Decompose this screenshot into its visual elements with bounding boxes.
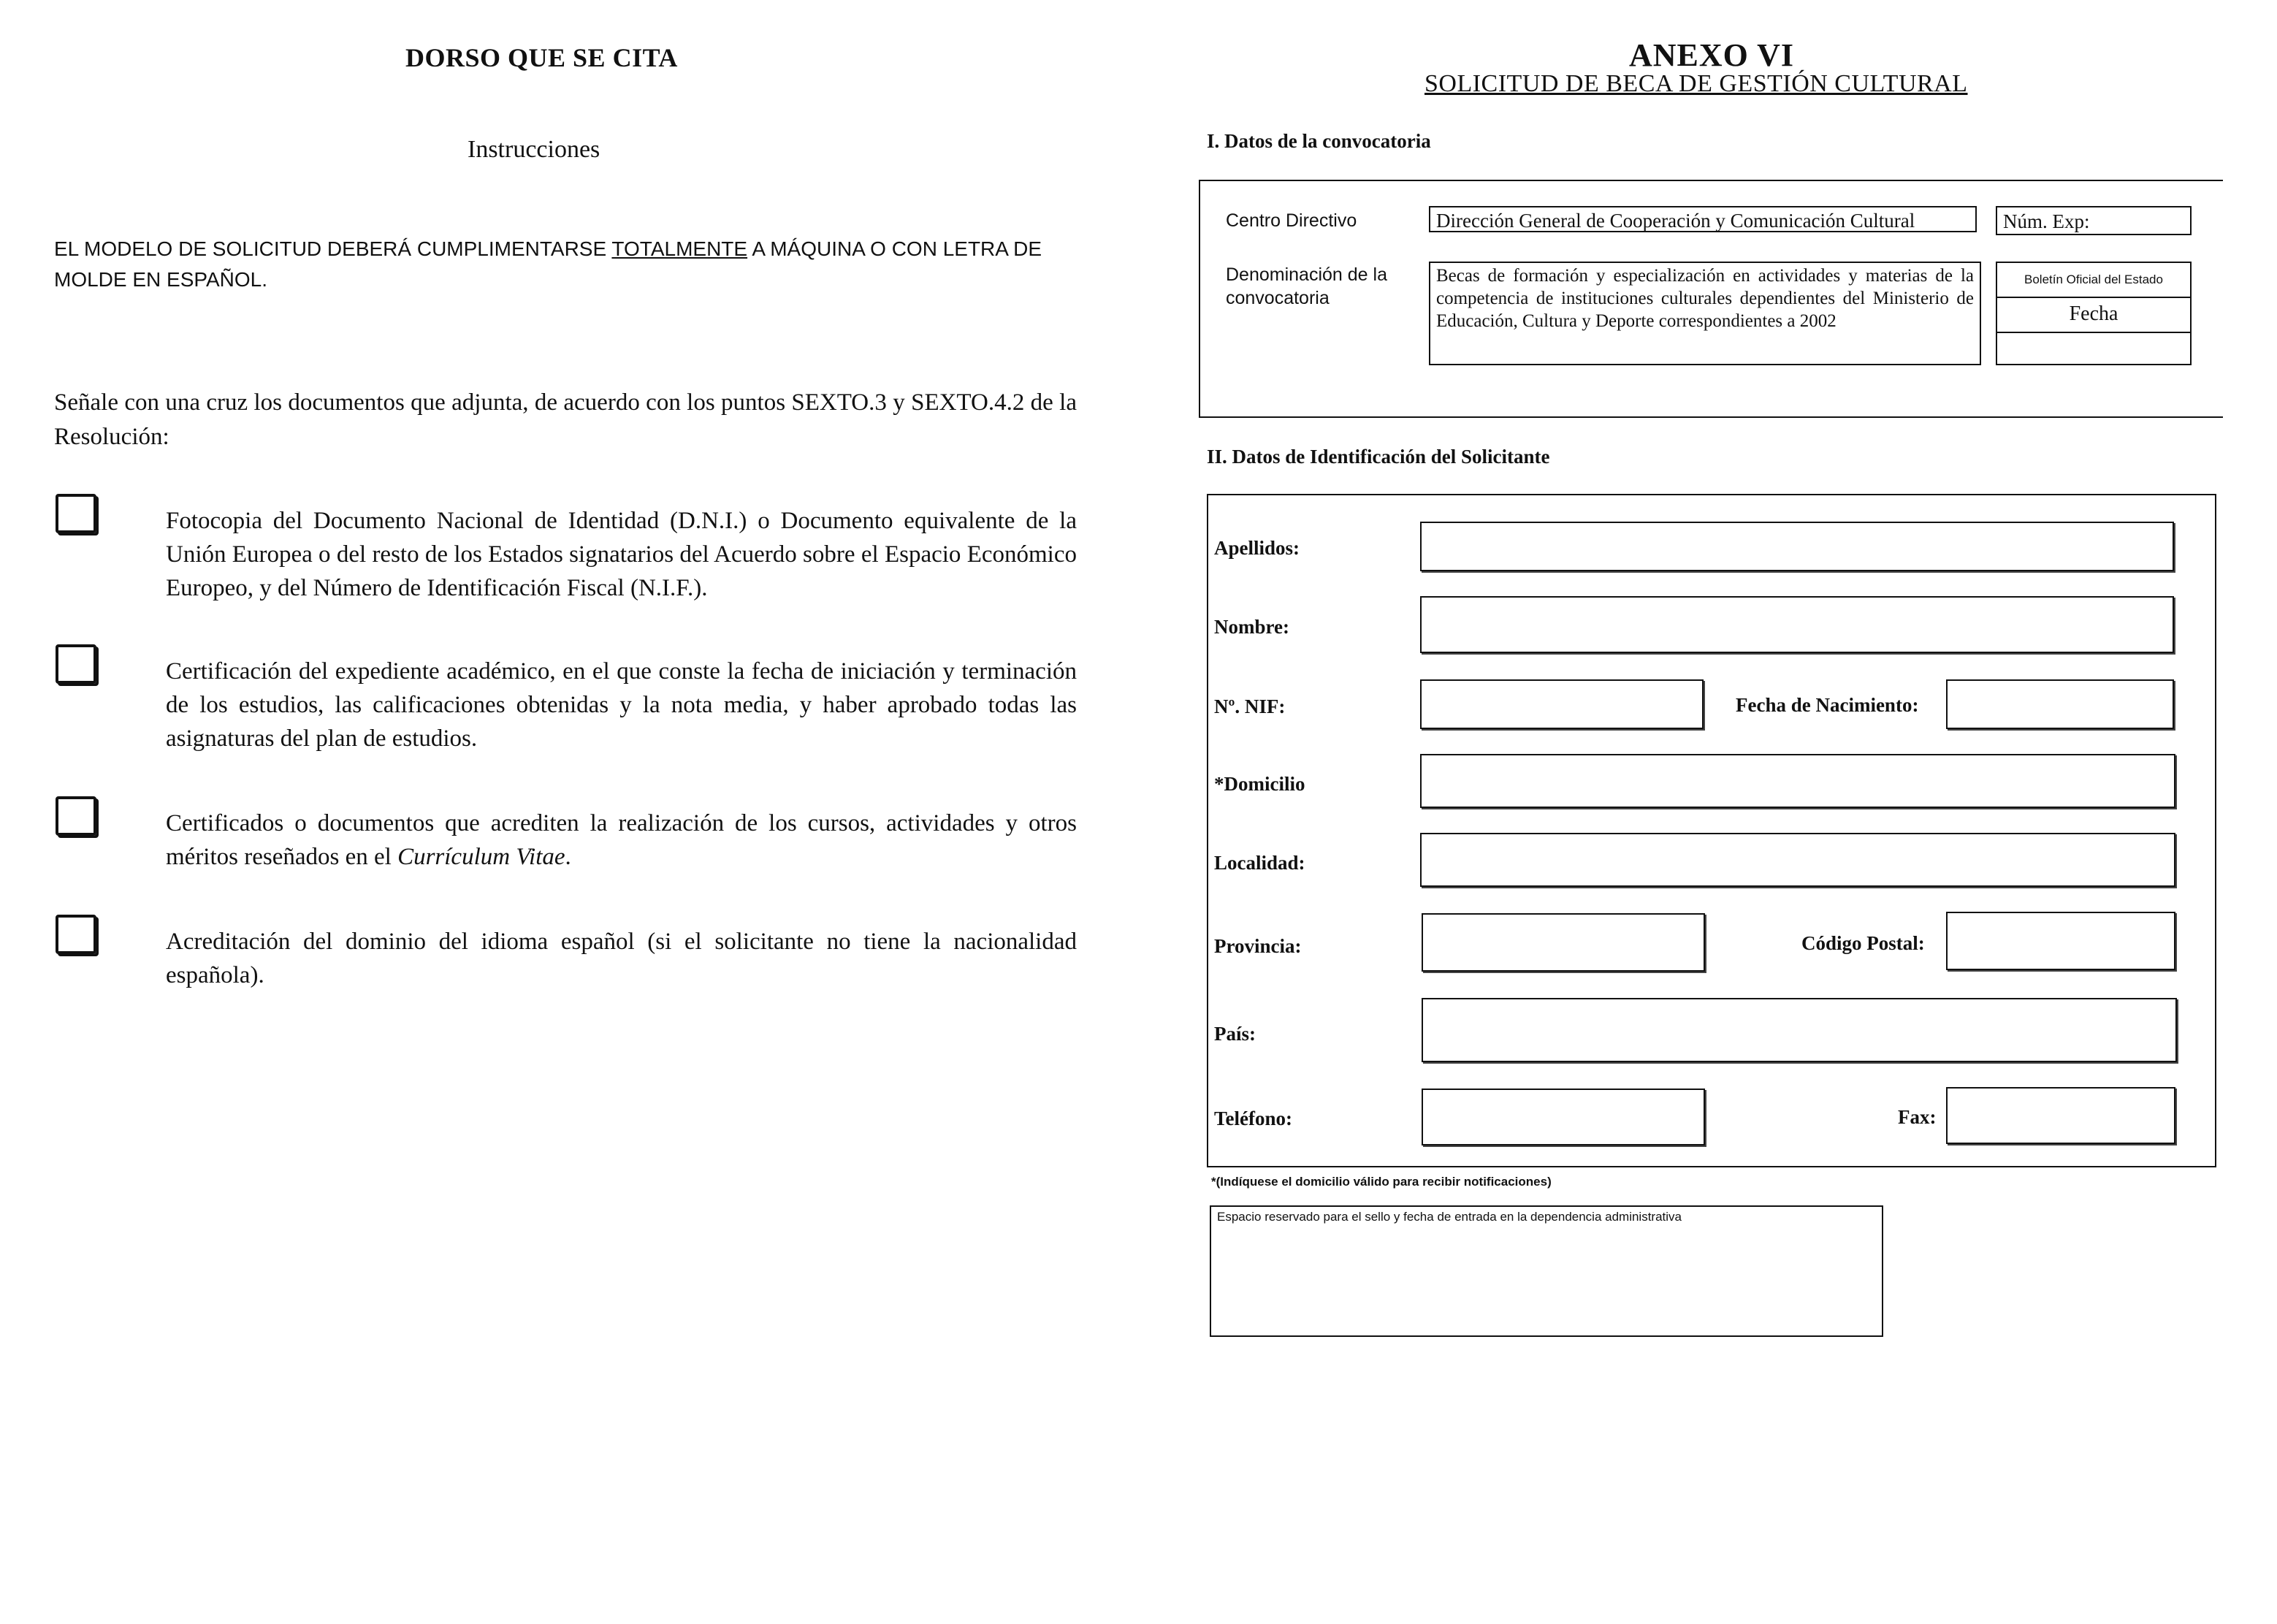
reserved-stamp-label: Espacio reservado para el sello y fecha de entrada en la dependencia administrativa bbox=[1217, 1210, 1682, 1224]
document-checkbox[interactable] bbox=[56, 915, 96, 954]
localidad-label: Localidad: bbox=[1214, 852, 1305, 874]
num-exp-field[interactable]: Núm. Exp: bbox=[1996, 206, 2192, 235]
document-item-text-italic: Currículum Vitae bbox=[397, 844, 565, 870]
left-page-title: DORSO QUE SE CITA bbox=[405, 43, 678, 72]
section-2-heading: II. Datos de Identificación del Solicitante bbox=[1207, 446, 1550, 468]
apellidos-input[interactable] bbox=[1420, 522, 2174, 571]
instructions-intro bbox=[54, 234, 1077, 295]
document-checkbox[interactable] bbox=[56, 494, 96, 533]
codigo-postal-label: Código Postal: bbox=[1801, 932, 1925, 954]
boletin-box bbox=[1996, 262, 2192, 365]
annex-subtitle: SOLICITUD DE BECA DE GESTIÓN CULTURAL bbox=[1424, 70, 1968, 97]
pais-input[interactable] bbox=[1422, 998, 2177, 1062]
intro-text-underlined: TOTALMENTE bbox=[611, 237, 748, 260]
document-item-text-before: Certificados o documentos que acrediten la realización de los cursos, actividades y otros méritos reseñados en el bbox=[166, 810, 1077, 870]
nombre-input[interactable] bbox=[1420, 596, 2174, 653]
domicilio-note: *(Indíquese el domicilio válido para recibir notificaciones) bbox=[1211, 1175, 1552, 1189]
section-1-heading: I. Datos de la convocatoria bbox=[1207, 130, 1431, 152]
fax-input[interactable] bbox=[1946, 1087, 2175, 1144]
document-item-text bbox=[166, 807, 1077, 874]
nif-label: Nº. NIF: bbox=[1214, 695, 1286, 717]
document-item-text-after: . bbox=[565, 844, 571, 870]
telefono-input[interactable] bbox=[1422, 1089, 1705, 1145]
document-item-text: Certificación del expediente académico, en el que conste la fecha de iniciación y terminación de los estudios, las calificaciones obtenidas y la nota media, y haber aprobado todas las asignaturas del plan de estudios. bbox=[166, 658, 1077, 752]
document-checkbox[interactable] bbox=[56, 796, 96, 836]
identification-box bbox=[1207, 494, 2216, 1167]
fecha-nacimiento-label: Fecha de Nacimiento: bbox=[1736, 694, 1919, 716]
document-checkbox[interactable] bbox=[56, 644, 96, 684]
denominacion-value: Becas de formación y especialización en actividades y materias de la competencia de instituciones culturales dependientes del Ministerio de Educación, Cultura y Deporte correspondientes a 2002 bbox=[1429, 262, 1981, 365]
localidad-input[interactable] bbox=[1420, 833, 2175, 887]
fecha-nacimiento-input[interactable] bbox=[1946, 679, 2174, 729]
instructions-heading: Instrucciones bbox=[468, 136, 600, 163]
document-item-text: Fotocopia del Documento Nacional de Identidad (D.N.I.) o Documento equivalente de la Unión Europea o del resto de los Estados signatarios del Acuerdo sobre el Espacio Económico Europeo, y del Número de Identificación Fiscal (N.I.F.). bbox=[166, 508, 1077, 601]
nif-input[interactable] bbox=[1420, 679, 1704, 729]
apellidos-label: Apellidos: bbox=[1214, 537, 1300, 559]
reserved-stamp-box bbox=[1210, 1205, 1883, 1337]
instructions-paragraph: Señale con una cruz los documentos que adjunta, de acuerdo con los puntos SEXTO.3 y SEXTO.4.2 de la Resolución: bbox=[54, 389, 1077, 450]
annex-title: ANEXO VI bbox=[1629, 37, 1795, 73]
boletin-label: Boletín Oficial del Estado bbox=[1997, 263, 2190, 298]
document-item-text: Acreditación del dominio del idioma español (si el solicitante no tiene la nacionalidad española). bbox=[166, 929, 1077, 988]
provincia-label: Provincia: bbox=[1214, 935, 1302, 957]
domicilio-label: *Domicilio bbox=[1214, 773, 1305, 795]
fecha-label: Fecha bbox=[1997, 297, 2190, 333]
intro-text-after: A MÁQUINA O CON LETRA DE MOLDE EN ESPAÑOL. bbox=[54, 237, 1042, 291]
denominacion-label: Denominación de la convocatoria bbox=[1226, 264, 1387, 308]
pais-label: País: bbox=[1214, 1023, 1256, 1045]
centro-directivo-value: Dirección General de Cooperación y Comunicación Cultural bbox=[1429, 206, 1977, 232]
domicilio-input[interactable] bbox=[1420, 754, 2175, 808]
intro-text-before: EL MODELO DE SOLICITUD DEBERÁ CUMPLIMENTARSE bbox=[54, 237, 612, 260]
nombre-label: Nombre: bbox=[1214, 616, 1289, 638]
provincia-input[interactable] bbox=[1422, 913, 1705, 972]
centro-directivo-label: Centro Directivo bbox=[1226, 210, 1357, 231]
codigo-postal-input[interactable] bbox=[1946, 912, 2175, 970]
telefono-label: Teléfono: bbox=[1214, 1108, 1292, 1129]
fax-label: Fax: bbox=[1898, 1106, 1937, 1128]
